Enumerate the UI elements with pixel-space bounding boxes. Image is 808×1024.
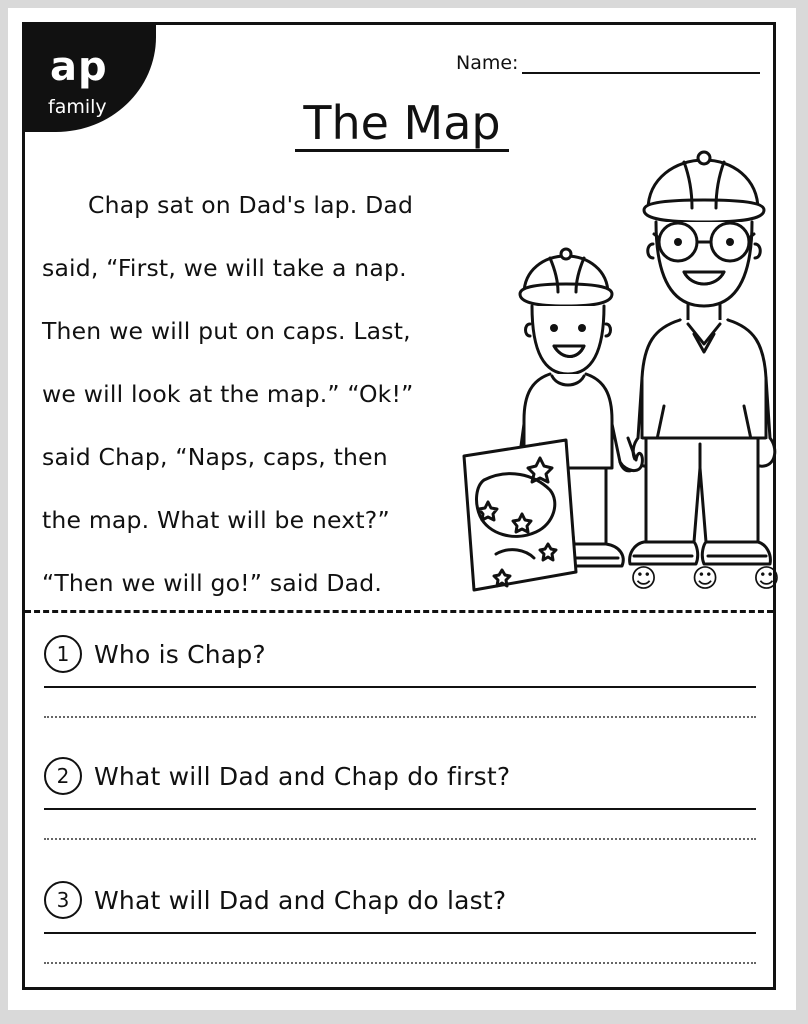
badge-sub-label: family [48, 96, 107, 118]
question-row [44, 756, 756, 796]
answer-line-dashed[interactable] [44, 716, 756, 718]
smiley-face-icon[interactable]: ☺ [691, 564, 719, 594]
badge-main-label: ap [50, 44, 108, 90]
story-line: Chap sat on Dad's lap. Dad [88, 191, 414, 219]
question-row [44, 634, 756, 674]
answer-line-solid[interactable] [44, 686, 756, 688]
question-number: 3 [44, 881, 82, 919]
question-block-1 [44, 634, 756, 718]
illustration-dad-and-chap [448, 138, 778, 608]
question-number: 2 [44, 757, 82, 795]
question-number: 1 [44, 635, 82, 673]
story-passage [42, 174, 482, 615]
page-title-text: The Map [295, 99, 508, 152]
story-line: Then we will put on caps. Last, [42, 317, 411, 345]
answer-line-solid[interactable] [44, 808, 756, 810]
story-line: said Chap, “Naps, caps, then [42, 443, 388, 471]
question-text: What will Dad and Chap do first? [94, 761, 511, 791]
answer-line-dashed[interactable] [44, 838, 756, 840]
story-line: said, “First, we will take a nap. [42, 254, 407, 282]
section-divider [25, 610, 773, 613]
story-line: we will look at the map.” “Ok!” [42, 380, 414, 408]
story-line: the map. What will be next?” [42, 506, 390, 534]
question-text: Who is Chap? [94, 639, 266, 669]
question-text: What will Dad and Chap do last? [94, 885, 507, 915]
name-field-row [456, 50, 766, 80]
smiley-face-icon[interactable]: ☺ [752, 564, 780, 594]
question-block-2 [44, 756, 756, 840]
question-row [44, 880, 756, 920]
name-label: Name: [456, 52, 519, 74]
smiley-face-icon[interactable]: ☺ [630, 564, 658, 594]
name-write-line[interactable] [522, 72, 760, 74]
answer-line-dashed[interactable] [44, 962, 756, 964]
story-line: “Then we will go!” said Dad. [42, 569, 383, 597]
smiley-rating-row[interactable] [630, 564, 780, 594]
worksheet-page [8, 8, 796, 1010]
answer-line-solid[interactable] [44, 932, 756, 934]
question-block-3 [44, 880, 756, 964]
